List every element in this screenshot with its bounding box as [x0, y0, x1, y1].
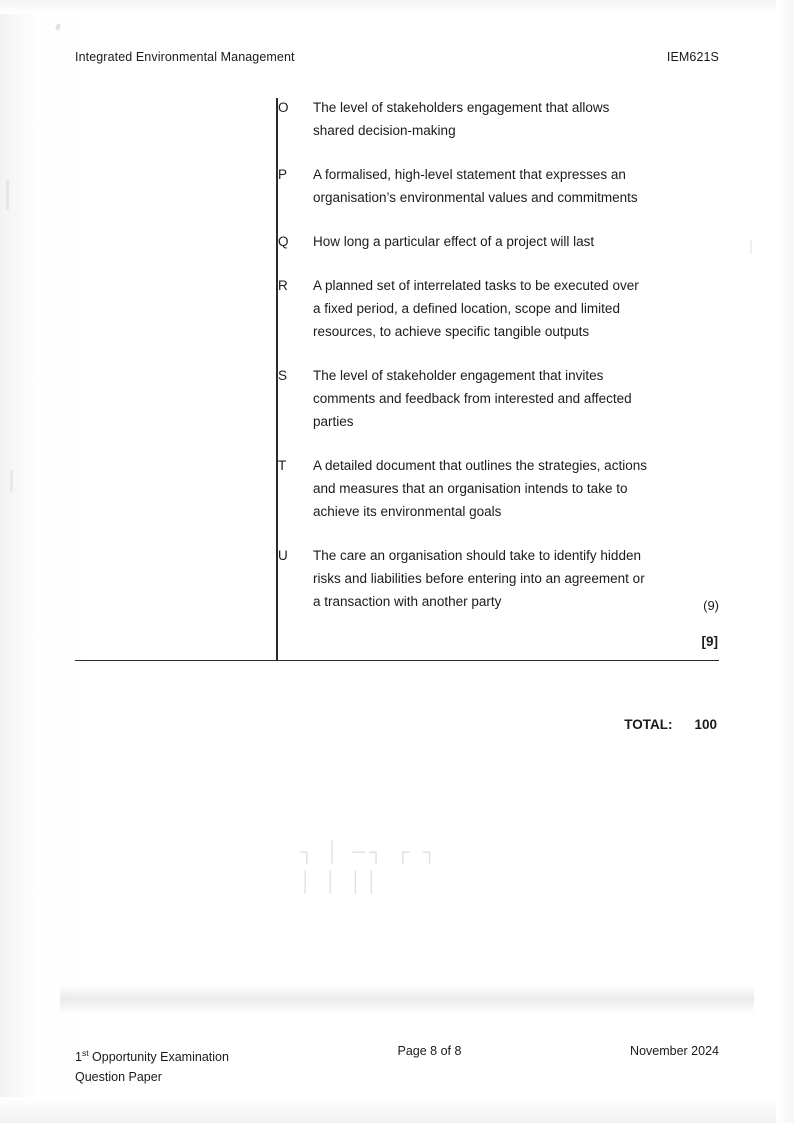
list-item	[278, 364, 719, 433]
footer-exam-line-2: Question Paper	[75, 1070, 162, 1084]
list-item-text: How long a particular effect of a project will last	[313, 234, 595, 249]
page-footer	[75, 1043, 719, 1087]
list-item	[278, 230, 719, 253]
list-item-letter: Q	[278, 234, 289, 249]
course-title: Integrated Environmental Management	[75, 50, 295, 64]
ghost-line-2: │ │ ││	[300, 872, 383, 893]
scan-shadow-band	[60, 985, 754, 1013]
question-marks: (9)	[703, 598, 719, 613]
total-label: TOTAL:	[624, 717, 673, 732]
scan-ghost-marks	[300, 838, 530, 933]
scan-edge-top	[0, 0, 794, 14]
footer-exam-ordinal: 1	[75, 1050, 82, 1064]
total-row	[75, 717, 719, 732]
list-item-letter: S	[278, 368, 288, 383]
scan-speck	[55, 24, 61, 31]
list-item-text: A planned set of interrelated tasks to be executed over a fixed period, a defined location, scope and limited resources, to achieve specific tangible outputs	[313, 278, 639, 339]
list-item-letter: O	[278, 100, 289, 115]
footer-page-number: Page 8 of 8	[397, 1043, 462, 1058]
total-value: 100	[694, 717, 717, 732]
footer-date: November 2024	[630, 1043, 719, 1058]
list-item-text: The level of stakeholders engagement that allows shared decision-making	[313, 100, 610, 138]
section-divider	[75, 660, 719, 661]
list-item-text: A detailed document that outlines the strategies, actions and measures that an organisation intends to take to achieve its environmental goals	[313, 458, 647, 519]
list-item-letter: P	[278, 167, 288, 182]
matching-list	[75, 96, 719, 613]
course-code: IEM621S	[666, 50, 719, 64]
list-item	[278, 544, 719, 613]
list-item	[278, 274, 719, 343]
list-item	[278, 163, 719, 209]
scan-speck	[750, 240, 752, 254]
list-item	[278, 454, 719, 523]
scan-edge-right	[776, 0, 794, 1123]
list-item-text: A formalised, high-level statement that expresses an organisation’s environmental values and commitments	[313, 167, 638, 205]
section-marks: [9]	[701, 634, 718, 649]
scan-edge-left	[0, 0, 46, 1123]
scan-speck	[6, 180, 9, 210]
list-item-text: The care an organisation should take to identify hidden risks and liabilities before entering into an agreement or a transaction with another party	[313, 548, 645, 609]
list-item-letter: T	[278, 458, 287, 473]
page-content	[75, 96, 719, 732]
footer-exam-info	[75, 1043, 229, 1087]
list-item	[278, 96, 719, 142]
page-header	[75, 50, 719, 64]
footer-exam-ordinal-suffix: st	[81, 1047, 89, 1058]
ghost-line-1: ┐ │ ─┐ ┌ ┐	[300, 842, 441, 863]
list-item-letter: U	[278, 548, 288, 563]
scan-speck	[10, 470, 13, 492]
footer-exam-text: Opportunity Examination	[88, 1050, 229, 1064]
footer-exam-line-1	[75, 1043, 229, 1067]
scan-edge-bottom	[0, 1097, 794, 1123]
list-item-text: The level of stakeholder engagement that invites comments and feedback from interested and affected parties	[313, 368, 632, 429]
list-item-letter: R	[278, 278, 288, 293]
